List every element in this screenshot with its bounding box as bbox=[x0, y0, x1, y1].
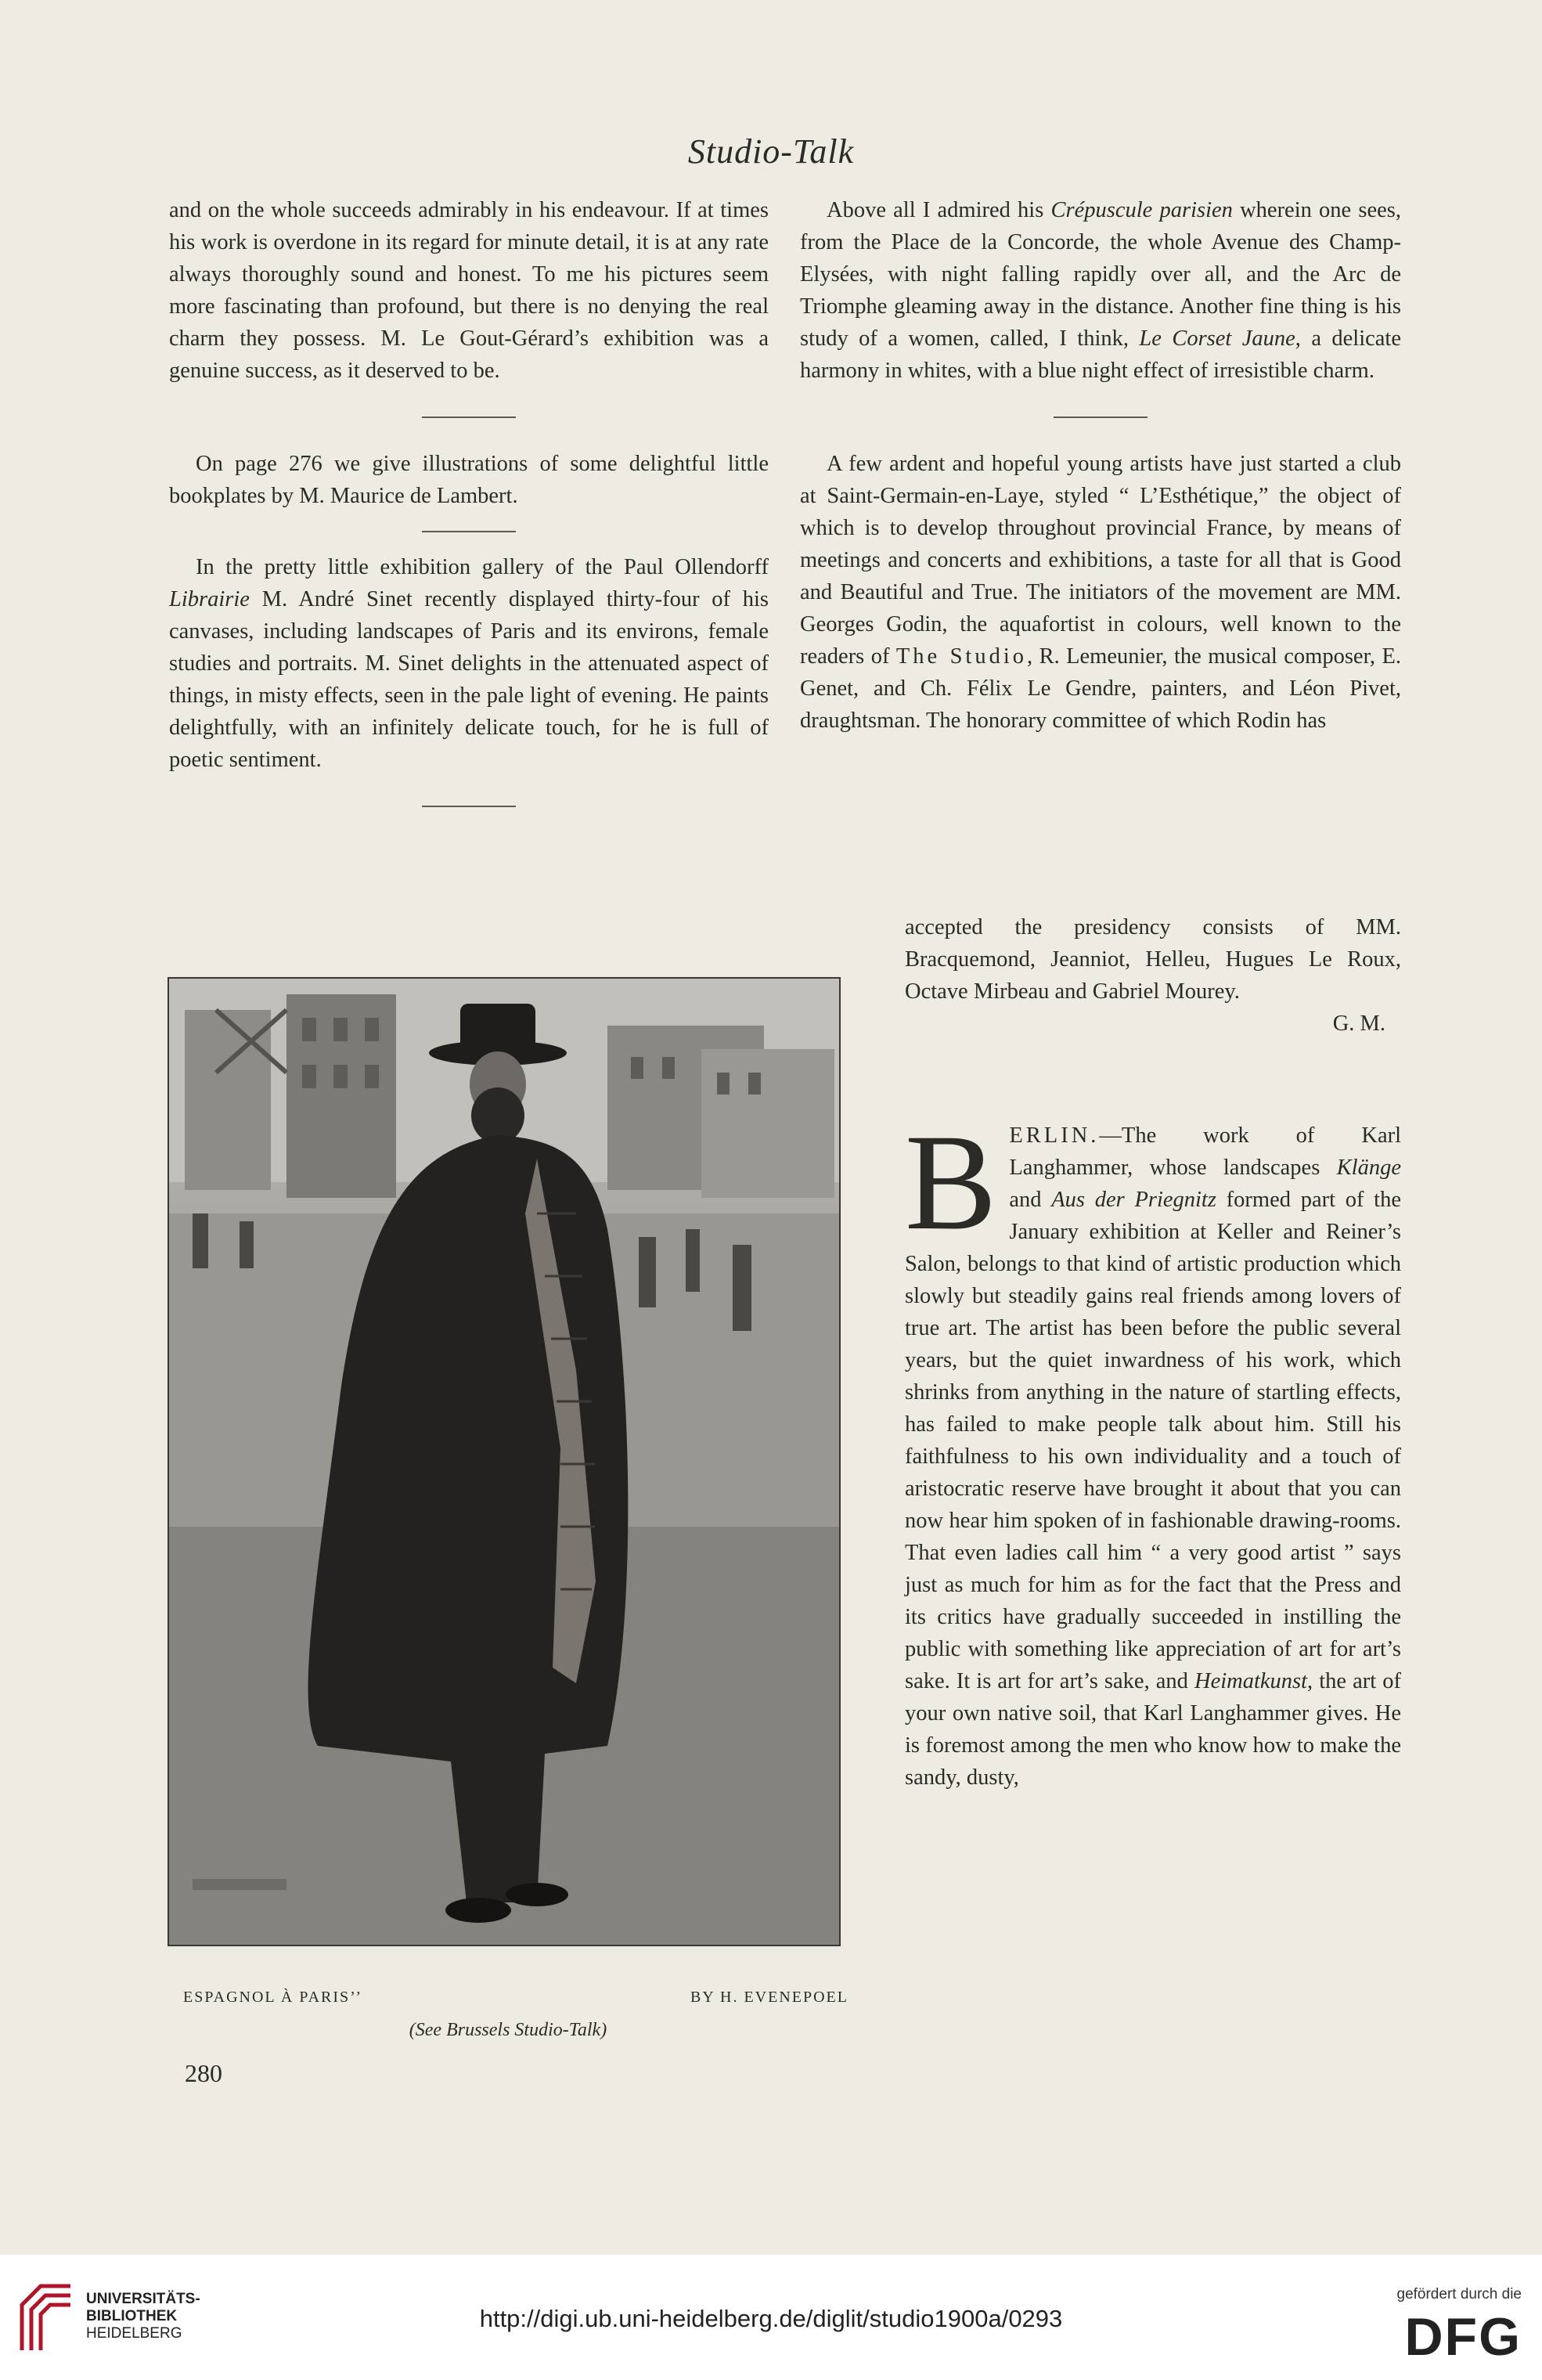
left-column bbox=[169, 194, 769, 837]
dfg-logo: DFG bbox=[1404, 2307, 1522, 2367]
caption-title: ESPAGNOL À PARIS’’ bbox=[183, 1989, 363, 2006]
signoff bbox=[905, 1008, 1401, 1040]
caption-artist: BY H. EVENEPOEL bbox=[690, 1989, 848, 2006]
paragraph-bookplates: On page 276 we give illustrations of some delightful little bookplates by M. Maurice de Lambert. bbox=[169, 452, 769, 508]
section-divider bbox=[422, 531, 516, 532]
funding-note: gefördert durch die bbox=[1396, 2286, 1522, 2302]
paragraph-esthetique: A few ardent and hopeful young artists have just started a club at Saint-Germain-en-Laye, styled “ L’Esthétique,” the object of which is to develop throughout provincial France, by means of meetings and concerts and exhibitions, a taste for all that is Good and Beautiful and True. The initiators of the movement are MM. Georges Godin, the aquafortist in colours, well known to the readers of The Studio, R. Lemeunier, the musical composer, E. Genet, and Ch. Félix Le Gendre, painters, and Léon Pivet, draughtsman. The honorary committee of which Rodin has bbox=[800, 452, 1401, 733]
paragraph-sinet: In the pretty little exhibition gallery of the Paul Ollendorff Librairie M. André Sinet recently displayed thirty-four of his canvases, including landscapes of Paris and its environs, female studies and portraits. M. Sinet delights in the attenuated aspect of things, in misty effects, seen in the pale light of evening. He paints delightfully, with an infinitely delicate touch, for he is full of poetic sentiment. bbox=[169, 555, 769, 772]
library-name: UNIVERSITÄTS- BIBLIOTHEK HEIDELBERG bbox=[86, 2291, 200, 2342]
section-divider bbox=[422, 416, 516, 418]
source-url[interactable]: http://digi.ub.uni-heidelberg.de/diglit/studio1900a/0293 bbox=[479, 2305, 1063, 2332]
page-number: 280 bbox=[185, 2059, 222, 2087]
paragraph-le-gout-gerard: and on the whole succeeds admirably in his endeavour. If at times his work is overdone in its regard for minute detail, it is at any rate always thoroughly sound and honest. To me his pictures seem more fascinating than profound, but there is no denying the real charm they possess. M. Le Gout-Gérard’s exhibition was a genuine success, as it deserved to be. bbox=[169, 198, 769, 383]
painting-figure-icon bbox=[169, 979, 839, 1945]
section-lead: ERLIN. bbox=[1009, 1123, 1100, 1148]
drop-cap: B bbox=[905, 1106, 997, 1259]
berlin-section: BERLIN.—The work of Karl Langhammer, whose landscapes Klänge and Aus der Priegnitz formed part of the January exhibition at Keller and Reiner’s Salon, belongs to that kind of artistic production which slowly but steadily gains real friends among lovers of true art. The artist has been before the public several years, but the quiet inwardness of his work, which shrinks from anything in the nature of startling effects, has failed to make people talk about him. Still his faithfulness to his own individuality and a touch of aristocratic reserve have brought it about that you can now hear him spoken of in fashionable drawing-rooms. That even ladies call him “ a very good artist ” says just as much for him as for the fact that the Press and its critics have gradually succeeded in instilling the public with something like appreciation of art for art’s sake. It is art for art’s sake, and Heimatkunst, the art of your own native soil, that Karl Langhammer gives. He is foremost among the men who know how to make the sandy, dusty, bbox=[905, 1106, 1401, 1790]
paragraph-committee: accepted the presidency consists of MM. Bracquemond, Jeanniot, Helleu, Hugues Le Roux, Octave Mirbeau and Gabriel Mourey. bbox=[905, 915, 1401, 1004]
right-column-narrow bbox=[905, 911, 1401, 1040]
running-head: Studio-Talk bbox=[687, 132, 855, 171]
illustration-plate bbox=[168, 977, 841, 1946]
digitization-footer bbox=[0, 2255, 1542, 2380]
signature: G. M. bbox=[1332, 1012, 1385, 1036]
illustration-subcaption: (See Brussels Studio-Talk) bbox=[409, 2020, 607, 2040]
paragraph-crepuscule: Above all I admired his Crépuscule parisien wherein one sees, from the Place de la Concorde, the whole Avenue des Champ-Elysées, with night falling rapidly over all, and the Arc de Triomphe gleaming away in the distance. Another fine thing is his study of a women, called, I think, Le Corset Jaune, a delicate harmony in whites, with a blue night effect of irresistible charm. bbox=[800, 198, 1401, 383]
right-column bbox=[800, 194, 1401, 737]
illustration-caption bbox=[183, 1989, 848, 2007]
section-divider bbox=[1054, 416, 1147, 418]
section-divider bbox=[422, 806, 516, 807]
